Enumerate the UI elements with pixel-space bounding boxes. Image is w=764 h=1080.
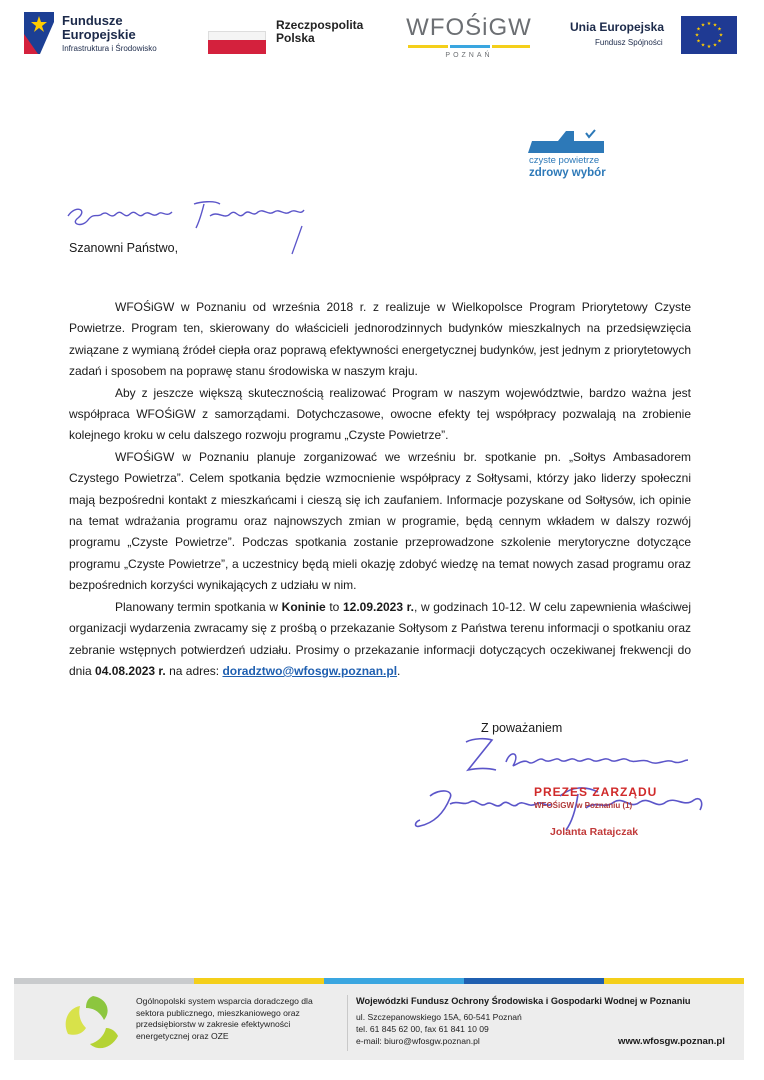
footer-website[interactable]: www.wfosgw.poznan.pl (618, 1036, 725, 1047)
rzeczpospolita-logo (208, 15, 383, 57)
footer-email: e-mail: biuro@wfosgw.poznan.pl (356, 1036, 480, 1046)
meeting-place: Koninie (281, 599, 326, 614)
svg-text:★: ★ (718, 32, 724, 39)
wfosigw-bar-yellow (408, 45, 448, 48)
program-line1: czyste powietrze (529, 155, 600, 166)
p4-text-1: Planowany termin spotkania w (115, 599, 282, 614)
paragraph-2: Aby z jeszcze większą skutecznością realizować Program w naszym województwie, bardzo ważna jest współpraca WFOŚiGW z samorządami. Dotychczasowe, owocne efekty tej współpracy pozwalają na zrobienie kolejnego kroku w celu dalszego rozwoju programu „Czyste Powietrze”. (69, 385, 691, 443)
eu-flag-icon (681, 16, 737, 54)
official-stamp (534, 785, 657, 838)
wfosigw-bar-yellow-2 (492, 45, 530, 48)
deadline-date: 04.08.2023 r. (95, 663, 166, 678)
unia-line2: Fundusz Spójności (595, 38, 663, 47)
stamp-name: Jolanta Ratajczak (550, 826, 639, 838)
svg-text:★: ★ (694, 32, 700, 39)
footer-program-description: Ogólnopolski system wsparcia doradczego dla sektora publicznego, mieszkaniowego oraz przedsiębiorstw w zakresie efektywności energetycznej oraz OZE (136, 996, 313, 1041)
footer-address: ul. Szczepanowskiego 15A, 60-541 Poznań (356, 1012, 522, 1022)
unia-line1: Unia Europejska (570, 20, 665, 34)
rzeczpospolita-line2: Polska (276, 31, 315, 45)
letter-body (69, 297, 691, 682)
polish-flag-icon (208, 31, 266, 53)
salutation: Szanowni Państwo, (69, 241, 179, 255)
paragraph-3: WFOŚiGW w Poznaniu planuje zorganizować we wrześniu br. spotkanie pn. „Sołtys Ambasadorem Czystego Powietrza”. Celem spotkania będzie wzmocnienie współpracy z Sołtysami, którzy jako liderzy społeczni mają bezpośredni kontakt z mieszkańcami i cieszą się ich zaufaniem. Informacje pozyskane od Sołtysów, ich opinie na temat wdrażania programu oraz najnowszych zmian w programie, będą cennym wkładem w dalszy rozwój programu „Czyste Powietrze”. Podczas spotkania zostanie przeprowadzone szkolenie merytoryczne dotyczące programu „Czyste Powietrze”, a uczestnicy będą mieli okazję zdobyć wiedzę na temat nowych zasad programu oraz bezpośrednich korzyści wynikających z udziału w nim. (69, 449, 691, 593)
fundusze-line1: Fundusze (62, 13, 123, 28)
paragraph-4 (69, 597, 691, 683)
fundusze-europejskie-logo (24, 12, 204, 58)
svg-text:★: ★ (717, 26, 722, 33)
p4-text-4: na adres: (165, 663, 223, 678)
svg-text:★: ★ (712, 22, 718, 29)
stamp-title: PREZES ZARZĄDU (534, 785, 658, 799)
wfosigw-city: POZNAŃ (445, 52, 493, 59)
svg-text:★: ★ (700, 22, 706, 29)
svg-text:★: ★ (706, 44, 712, 50)
footer-divider (347, 995, 348, 1051)
contact-email-link[interactable]: doradztwo@wfosgw.poznan.pl (222, 663, 398, 678)
svg-text:★: ★ (717, 38, 722, 45)
p4-text-3: , w godzinach 10-12. W celu zapewnienia właściwej organizacji wydarzenia zwracamy się z prośbą o przekazanie Sołtysom z Państwa terenu informacji o spotkaniu oraz zebranie wstępnych potwierdzeń udziału. Prosimy o przekazanie informacji dotyczących oczekiwanej frekwencji do dnia (69, 599, 691, 678)
footer-phones: tel. 61 845 62 00, fax 61 841 10 09 (356, 1024, 489, 1034)
p4-text-2: to (325, 599, 343, 614)
house-roof-icon (528, 129, 604, 153)
unia-europejska-logo (568, 15, 740, 57)
closing: Z poważaniem (481, 721, 563, 735)
fundusze-europejskie-flag-icon (24, 12, 54, 54)
footer-org-name: Wojewódzki Fundusz Ochrony Środowiska i Gospodarki Wodnej w Poznaniu (356, 996, 691, 1006)
svg-text:★: ★ (696, 38, 701, 45)
stamp-org: WFOŚiGW w Poznaniu (1) (534, 801, 633, 810)
svg-text:★: ★ (706, 21, 712, 27)
svg-text:★: ★ (712, 42, 718, 49)
paragraph-1: WFOŚiGW w Poznaniu od września 2018 r. z realizuje w Wielkopolsce Program Priorytetowy Czyste Powietrze. Program ten, skierowany do właścicieli jednorodzinnych budynków mieszkalnych na przedsięwzięcia związane z wymianą źródeł ciepła oraz poprawą efektywności energetycznej budynków, jest jednym z priorytetowych zadań i sposobem na poprawę stanu środowiska w naszym kraju. (69, 300, 691, 379)
svg-text:★: ★ (696, 26, 701, 33)
rzeczpospolita-line1: Rzeczpospolita (276, 18, 364, 32)
wfosigw-bar-blue (450, 45, 490, 48)
wfosigw-name: WFOŚiGW (406, 14, 532, 41)
fundusze-line2: Europejskie (62, 27, 136, 42)
fundusze-line3: Infrastruktura i Środowisko (62, 44, 157, 53)
svg-text:★: ★ (700, 42, 706, 49)
program-line2: zdrowy wybór (529, 167, 606, 179)
advisory-system-logo-icon (60, 992, 126, 1054)
meeting-date: 12.09.2023 r. (342, 599, 415, 614)
wfosigw-logo (404, 14, 534, 58)
p4-text-5: . (397, 663, 401, 678)
czyste-powietrze-logo (526, 129, 622, 189)
